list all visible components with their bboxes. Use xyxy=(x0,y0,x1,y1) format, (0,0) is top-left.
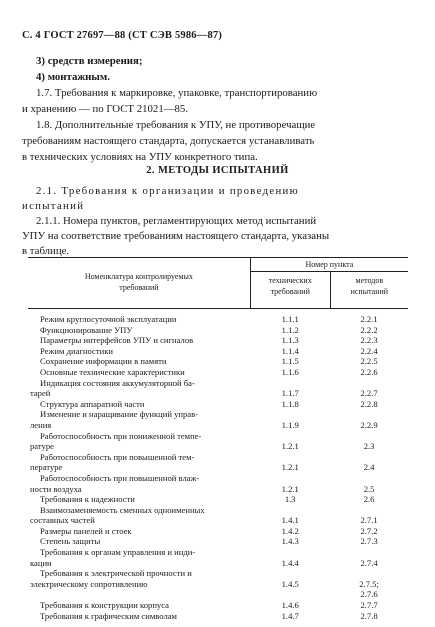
requirements-table xyxy=(28,257,408,621)
paragraph-1-8-line-1: 1.8. Дополнительные требования к УПУ, не противоречащие xyxy=(36,119,316,131)
method-clause-number: 2.7.1 xyxy=(360,515,378,526)
requirement-name-cell xyxy=(28,526,250,537)
requirement-name-line: Режим диагностики xyxy=(40,345,113,356)
requirement-clause-cell xyxy=(250,325,330,336)
method-clause-number: 2.2.3 xyxy=(360,335,378,346)
requirement-name-line: ления xyxy=(30,419,52,430)
requirement-clause-cell xyxy=(250,431,330,452)
paragraph-1-8-line-3: в технических условиях на УПУ конкретного типа. xyxy=(22,151,258,163)
table-row xyxy=(28,335,408,346)
paragraph-2-1-1-line-3: в таблице. xyxy=(22,245,70,257)
requirement-clause-number: 1.1.2 xyxy=(281,324,299,335)
requirement-name-line: Сохранение информации в памяти xyxy=(40,356,167,367)
table-row xyxy=(28,536,408,547)
requirement-name-cell xyxy=(28,335,250,346)
table-row xyxy=(28,409,408,430)
requirement-clause-number: 1.4.5 xyxy=(281,578,299,589)
requirement-name-cell xyxy=(28,536,250,547)
method-clause-cell xyxy=(330,356,408,367)
requirement-clause-cell xyxy=(250,600,330,611)
requirement-clause-number: 1.1.4 xyxy=(281,345,299,356)
method-clause-cell xyxy=(330,494,408,505)
requirement-clause-number: 1.2.1 xyxy=(281,483,299,494)
requirement-name-cell xyxy=(28,378,250,399)
paragraph-2-1-line-1: 2.1. Требования к организации и проведению xyxy=(36,185,299,197)
column-header-requirements xyxy=(250,272,330,309)
requirement-name-line: ратуре xyxy=(30,441,54,452)
requirement-name-line: ности воздуха xyxy=(30,483,82,494)
requirement-clause-cell xyxy=(250,611,330,622)
requirement-clause-cell xyxy=(250,568,330,600)
method-clause-number: 2.5 xyxy=(363,483,375,494)
requirement-clause-cell xyxy=(250,409,330,430)
table-row xyxy=(28,473,408,494)
requirement-name-line: Требования к графическим символам xyxy=(40,610,177,621)
column-header-name xyxy=(28,258,250,309)
requirement-clause-cell xyxy=(250,356,330,367)
requirement-name-line: Требования к органам управления и инди- xyxy=(40,547,196,558)
requirement-name-cell xyxy=(28,568,250,600)
requirement-name-line: Режим круглосуточной эксплуатации xyxy=(40,314,177,324)
paragraph-1-7-line-1: 1.7. Требования к маркировке, упаковке, транспортированию xyxy=(36,87,318,99)
requirement-clause-number: 1.4.4 xyxy=(281,557,299,568)
requirement-clause-number: 1.1.7 xyxy=(281,388,299,399)
requirement-name-line: Функционирование УПУ xyxy=(40,324,133,335)
method-clause-cell xyxy=(330,409,408,430)
requirement-clause-cell xyxy=(250,346,330,357)
requirement-name-cell xyxy=(28,409,250,430)
paragraph-2-1-1-line-2: УПУ на соответствие требованиям настоящего стандарта, указаны xyxy=(22,230,330,242)
column-header-methods-line-1: методов xyxy=(355,276,384,285)
requirement-clause-cell xyxy=(250,494,330,505)
method-clause-cell xyxy=(330,325,408,336)
method-clause-number: 2.2.9 xyxy=(360,419,378,430)
requirement-clause-cell xyxy=(250,505,330,526)
requirement-name-line: Взаимозаменяемость сменных одноименных xyxy=(40,504,205,515)
requirement-name-line: Размеры панелей и стоек xyxy=(40,525,132,536)
requirement-name-line: Требования к конструкции корпуса xyxy=(40,600,169,611)
requirement-name-line: пературе xyxy=(30,462,63,473)
method-clause-number: 2.7.8 xyxy=(360,610,378,621)
method-clause-cell xyxy=(330,378,408,399)
table-row xyxy=(28,431,408,452)
table-row xyxy=(28,356,408,367)
requirement-clause-cell xyxy=(250,378,330,399)
requirement-clause-number: 1.1.8 xyxy=(281,398,299,409)
paragraph-1-8-line-2: требованиям настоящего стандарта, допускается устанавливать xyxy=(22,135,315,147)
requirement-clause-number: 1.2.1 xyxy=(281,462,299,473)
requirement-name-line: Работоспособность при повышенной влаж- xyxy=(40,472,200,483)
requirement-clause-number: 1.4.2 xyxy=(281,525,299,536)
requirement-clause-cell xyxy=(250,526,330,537)
requirement-name-cell xyxy=(28,505,250,526)
method-clause-cell xyxy=(330,314,408,325)
requirement-clause-cell xyxy=(250,452,330,473)
requirement-clause-cell xyxy=(250,314,330,325)
requirement-name-cell xyxy=(28,346,250,357)
requirement-clause-number: 1.2.1 xyxy=(281,441,299,452)
method-clause-number: 2.7.5; xyxy=(359,578,379,589)
column-header-name-line-1: Номенклатура контролируемых xyxy=(84,272,193,282)
requirement-clause-number: 1.1.9 xyxy=(281,419,299,430)
table-row xyxy=(28,452,408,473)
table-row xyxy=(28,346,408,357)
requirement-clause-number: 1.4.7 xyxy=(281,610,299,621)
requirement-clause-cell xyxy=(250,536,330,547)
method-clause-number: 2.7.7 xyxy=(360,600,378,611)
requirement-name-cell xyxy=(28,600,250,611)
table-row xyxy=(28,505,408,526)
table-row xyxy=(28,611,408,622)
method-clause-number: 2.2.7 xyxy=(360,388,378,399)
method-clause-cell xyxy=(330,452,408,473)
method-clause-cell xyxy=(330,505,408,526)
requirement-clause-number: 1.4.6 xyxy=(281,600,299,611)
requirement-name-cell xyxy=(28,325,250,336)
method-clause-cell xyxy=(330,431,408,452)
requirement-clause-cell xyxy=(250,367,330,378)
list-item-4: 4) монтажным. xyxy=(36,71,110,83)
method-clause-number: 2.2.5 xyxy=(360,356,378,367)
requirement-name-cell xyxy=(28,494,250,505)
requirement-name-line: составных частей xyxy=(30,515,95,526)
paragraph-2-1-line-2: испытаний xyxy=(22,200,85,212)
table-body xyxy=(28,309,408,622)
method-clause-cell xyxy=(330,399,408,410)
method-clause-cell xyxy=(330,568,408,600)
requirement-name-cell xyxy=(28,356,250,367)
requirement-clause-number: 1.1.3 xyxy=(281,335,299,346)
requirement-name-line: Изменение и наращивание функций управ- xyxy=(40,409,199,420)
method-clause-cell xyxy=(330,526,408,537)
column-header-name-line-2: требований xyxy=(119,283,159,292)
requirement-name-line: Степень защиты xyxy=(40,536,101,547)
table-row xyxy=(28,494,408,505)
method-clause-number: 2.2.2 xyxy=(360,324,378,335)
requirement-clause-number: 1.3 xyxy=(284,494,296,505)
requirement-clause-cell xyxy=(250,335,330,346)
table-row xyxy=(28,600,408,611)
method-clause-number: 2.2.4 xyxy=(360,345,378,356)
requirement-clause-number: 1.4.1 xyxy=(281,515,299,526)
paragraph-1-7-line-2: и хранению — по ГОСТ 21021—85. xyxy=(22,103,189,115)
requirement-name-cell xyxy=(28,431,250,452)
requirement-name-line: Основные технические характеристики xyxy=(40,366,185,377)
method-clause-number: 2.2.1 xyxy=(360,314,378,324)
requirement-name-line: кации xyxy=(30,557,52,568)
column-header-methods xyxy=(330,272,408,309)
requirement-name-line: Требования к электрической прочности и xyxy=(40,568,192,579)
method-clause-cell xyxy=(330,346,408,357)
requirement-clause-number: 1.1.5 xyxy=(281,356,299,367)
method-clause-cell xyxy=(330,536,408,547)
requirement-name-cell xyxy=(28,367,250,378)
column-group-header: Номер пункта xyxy=(250,258,408,272)
requirement-name-line: Работоспособность при пониженной темпе- xyxy=(40,430,202,441)
method-clause-number: 2.2.6 xyxy=(360,366,378,377)
method-clause-cell xyxy=(330,335,408,346)
requirement-name-line: Требования к надежности xyxy=(40,494,135,505)
method-clause-number: 2.2.8 xyxy=(360,398,378,409)
table-row xyxy=(28,399,408,410)
method-clause-number: 2.7.3 xyxy=(360,536,378,547)
requirement-name-cell xyxy=(28,473,250,494)
table-row xyxy=(28,547,408,568)
requirement-name-cell xyxy=(28,611,250,622)
requirement-clause-cell xyxy=(250,473,330,494)
requirement-clause-cell xyxy=(250,547,330,568)
requirement-name-line: тарей xyxy=(30,388,51,399)
requirement-name-cell xyxy=(28,547,250,568)
requirement-clause-number: 1.1.1 xyxy=(281,314,299,324)
method-clause-number: 2.6 xyxy=(363,494,375,505)
requirement-name-cell xyxy=(28,452,250,473)
table-row xyxy=(28,568,408,600)
table-row xyxy=(28,378,408,399)
requirement-name-line: электрическому сопротивлению xyxy=(30,578,148,589)
requirement-clause-number: 1.1.6 xyxy=(281,366,299,377)
paragraph-2-1-1-line-1: 2.1.1. Номера пунктов, регламентирующих метод испытаний xyxy=(36,215,317,227)
method-clause-cell xyxy=(330,600,408,611)
requirement-clause-number: 1.4.3 xyxy=(281,536,299,547)
method-clause-number: 2.7.6 xyxy=(360,589,378,600)
table-row xyxy=(28,367,408,378)
column-header-methods-line-2: испытаний xyxy=(350,286,389,296)
requirement-name-line: Индикация состояния аккумуляторной ба- xyxy=(40,377,195,388)
requirement-name-cell xyxy=(28,399,250,410)
method-clause-number: 2.7.2 xyxy=(360,525,378,536)
method-clause-cell xyxy=(330,367,408,378)
section-title: 2. МЕТОДЫ ИСПЫТАНИЙ xyxy=(146,165,289,176)
column-header-requirements-line-1: технических xyxy=(268,276,312,285)
requirement-name-line: Структура аппаратной части xyxy=(40,398,145,409)
method-clause-number: 2.7.4 xyxy=(360,557,378,568)
requirement-name-line: Работоспособность при повышенной тем- xyxy=(40,451,195,462)
page-header: С. 4 ГОСТ 27697—88 (СТ СЭВ 5986—87) xyxy=(22,30,223,41)
table-row xyxy=(28,314,408,325)
column-header-requirements-line-2: требований xyxy=(270,286,310,296)
table-row xyxy=(28,325,408,336)
requirement-name-cell xyxy=(28,314,250,325)
method-clause-number: 2.3 xyxy=(363,441,375,452)
requirement-name-line: Параметры интерфейсов УПУ и сигналов xyxy=(40,335,194,346)
requirement-clause-cell xyxy=(250,399,330,410)
list-item-3: 3) средств измерения; xyxy=(36,55,143,67)
method-clause-cell xyxy=(330,473,408,494)
method-clause-cell xyxy=(330,547,408,568)
method-clause-number: 2.4 xyxy=(363,462,375,473)
table-row xyxy=(28,526,408,537)
method-clause-cell xyxy=(330,611,408,622)
